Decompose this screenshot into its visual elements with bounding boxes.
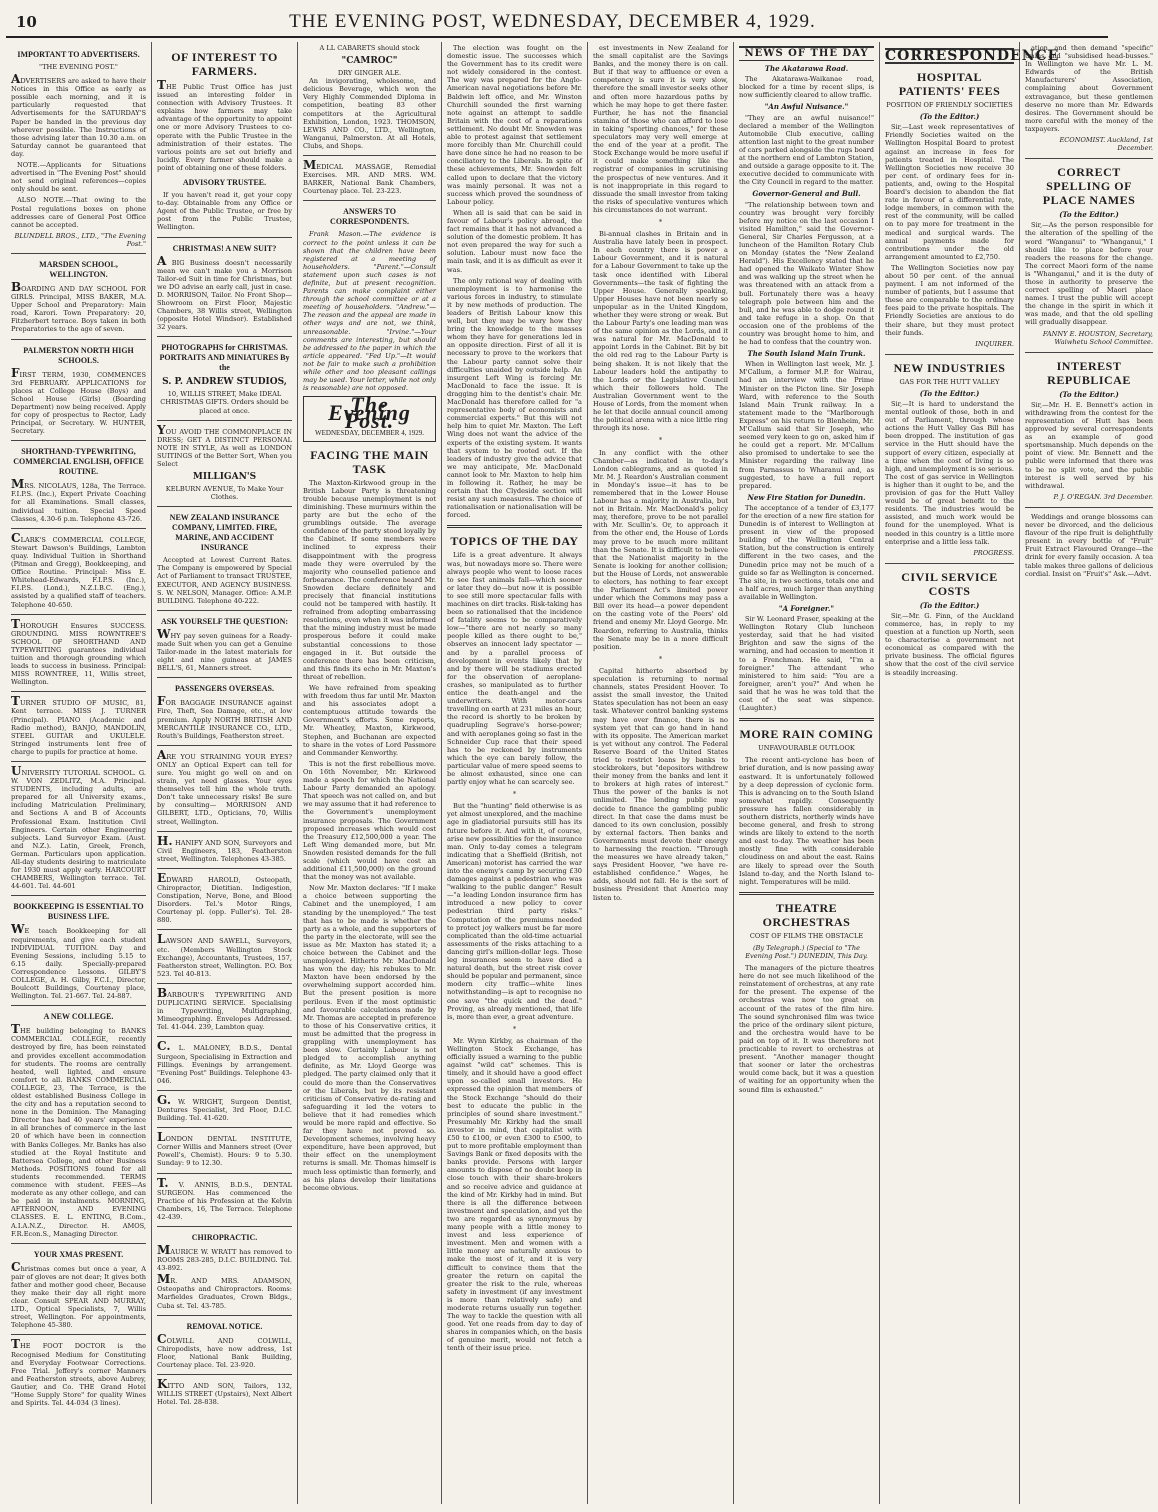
page-number: 10 [16,13,37,31]
progress-signature: PROGRESS. [973,548,1014,557]
new-industries-subheading: GAS FOR THE HUTT VALLEY [899,377,1000,386]
place-names-heading: CORRECT SPELLING OF PLACE NAMES [1042,165,1136,208]
shorthand-heading: SHORTHAND-TYPEWRITING, COMMERCIAL ENGLISH, OFFICE ROUTINE. [13,447,144,477]
massage-ad: MEDICAL MASSAGE, Remedial Exercises. MR. AND MRS. WM. BARKER, National Bank Chambers, Courtenay place. Tel. 23-223. [303,158,436,196]
rain-heading: MORE RAIN COMING [739,727,874,742]
milligan-address: KELBURN AVENUE, To Make Your Clothes. [165,485,284,502]
answers-body: Frank Mason.—The evidence is correct to the point unless it can be shown that the children have been registered at a meeting of householders. "Parent."—Consult statement upon such cases is not definite, but at present recognition. Parents can make complaint either through the school committee or at a meeting of householders. "Andrew."—The reason and the appeal are made in other ways and are not, we think, unreasonable. "Irvine."—Your comments are interesting, but should be addressed to the paper in which the article appeared. "Fed Up."—It would not be fair to make such a prohibition while other and too pleasant callings may be used. Your letter, while not only is reasonable) are not opposed. [303,230,436,393]
camroc-body: An invigorating, wholesome, and delicious Beverage, which won the Very Highly Commended Diploma in competition, beating 83 other competitors at the Agricultural Exhibition, London, 1923. THOMSON, LEWIS AND CO., LTD., Wellington, Wanganui, Palmerston. At all Hotels, Clubs, and Shops. [303,77,436,150]
topics-p6: In any conflict with the other Chamber—as indicated in to-day's London cablegrams, and as quoted in Mr. M. J. Reardon's Australian comment in Monday's issue—it has to be remembered that in the Lower House Labour has a majority in Australia, but not in Britain. Mr. MacDonald's policy may, therefore, prove to be not parallel with Mr. Scullin's. Or, to approach it from the other end, the House of Lords may prove to be much more militant than the Senate. It is difficult to believe that the Nationalist majority in the Senate is looking for another collision; but the House of Lords, not answerable to electors, has nothing to fear except the Parliament Act's limited power under which the Commons may pass a Bill over its head—a power dependent on the casting vote of the Peers' old friend and enemy Mr. Lloyd George. Mr. Reardon, referring to Australia, thinks the Senate may be in a more difficult position. [593,448,728,651]
advisory-trustee-body: If you haven't read it, get your copy to-day. Obtainable from any Office or Agent of the Public Trustee, or free by post from the Public Trustee, Wellington. [157,191,292,232]
news-3-body: "The relationship between town and country was brought very forcibly before my notice on the last occasion I visited Hamilton," said the Governor-General, Sir Charles Fergusson, at a luncheon of the Hamilton Rotary Club on Monday (states the "New Zealand Herald"). His Excellency stated that he had opened the Waikato Winter Show and was walking up the street when he was threatened with an attack from a bull. Fortunately there was a heavy telegraph pole between him and the bull, and he was able to dodge round it and take refuge in a shop. On that occasion one of the problems of the country was brought home to him, and he had to confess that the country won. [739,200,874,347]
turner-studio-ad: TURNER STUDIO OF MUSIC, 81, Kent terrace. MISS J. TURNER (Principal). PIANO (Academic and Radio method), BANJO, MANDOLIN, STEEL GUITAR and UKULELE. Stringed instruments lent free of charge to pupils for practice at home. [11,694,146,756]
new-industries-body: Sir,—It is hard to understand the mental outlook of those, both in and out of Parliament, through whose actions the Hutt Valley Gas Bill has been dropped. The institution of gas service in the Hutt should have the support of every citizen, especially at a time when the cost of living is so high, and unemployment is so serious. The cost of gas service in Wellington is higher than it ought to be, and the provision of gas for the Hutt Valley would be of great benefit to the residents. The industries would be assisted, and much work would be found for the unemployed. What is needed in this country is a little more enterprise and a little less talk. [885,400,1014,546]
camroc-sub: DRY GINGER ALE. [337,69,402,78]
question-body: WHY pay seven guineas for a Ready-made Suit when you can get a Genuine Tailor-made in the latest materials for eight and nine guineas at JAMES BELL'S, 61, Manners street. [157,626,292,673]
lead-article-p6: When all is said that can be said in favour of Labour's policy abroad, the fact remains that it has not advanced a solution of the domestic problem. It has not even prepared the way for such a solution. Labour must now face the main task, and it is as difficult as ever it was. [447,208,582,274]
topics-heading: TOPICS OF THE DAY [450,534,579,549]
hospital-fees-subheading: POSITION OF FRIENDLY SOCIETIES [886,101,1013,110]
barbour-ad: BARBOUR'S TYPEWRITING AND DUPLICATING SERVICE. Specialising in Typewriting, Multigraphing, Mimeographing. Envelopes Addressed. Tel. 41-044. 239, Lambton quay. [157,985,292,1032]
andrew-studios-name: S. P. ANDREW STUDIOS, [162,377,287,388]
lead-article-p3: This is not the first rebellious move. On 16th November, Mr. Kirkwood made a speech for which the National Labour Party demanded an apology. That speech was not called on, and but we may assume that it had reference to the Government's unemployment insurance proposals. The Government proposed increases which would cost the Treasury £12,500,000 a year. The Left Wing demanded more, but Mr. Snowden resisted demands for the full scale (which would have cost an additional £11,500,000) on the ground that the money was not available. [303,759,436,882]
civil-service-body: Sir,—Mr. G. Finn, of the Auckland commerce, has, in reply to my question at a function up North, seen to characterise a government not economical as compared with the private business. The official figures show that the cost of the civil service is steadily increasing. [885,611,1014,677]
advisory-trustee-heading: ADVISORY TRUSTEE. [182,178,267,188]
lawson-ad: LAWSON AND SAWELL, Surveyors, etc. (Members Wellington Stock Exchange), Accountants, Trustees, 157, Featherston street, Wellington. P.O. Box 523. Tel 40-813. [157,932,292,978]
column-8 [1020,42,1158,1504]
christmas-suit-body: A BIG Business doesn't necessarily mean we can't make you a Morrison Tailor-ed Suit in time for Christmas, but we DO advise an early call, just in case. D. MORRISON, Tailor. No Front Shop—Showroom on First Floor, Majestic Chambers, 38 Willis street, Wellington (opposite Hotel Windsor). Established 32 years. [157,253,292,332]
to-editor-4: (To the Editor.) [1059,210,1119,220]
bookkeeping-body: WE teach Bookkeeping for all requirements, and give each student INDIVIDUAL TUITION. Day and Evening Sessions, including 5.15 to 6.15 daily. Specially-prepared Correspondence Lessons. GILBY'S COLLEGE, A. H. Gilby, F.C.I., Director, Boulcott Buildings, Courtenay place, Wellington. Tel. 21-667. Tel. 24-887. [11,922,146,1001]
to-editor-1: (To the Editor.) [919,112,980,122]
correspondence-heading: CORRESPONDENCE [885,48,1060,64]
lead-article-heading: FACING THE MAIN TASK [310,447,429,476]
paper-nameplate [303,392,436,441]
milligan-name: MILLIGAN'S [192,472,257,483]
lead-article-p7: The only rational way of dealing with unemployment is to harmonise the various forces in industry, to stimulate it by new methods of production. The leaders of British Labour know this well, but they may be wary how they bring the knowledge to the masses whom they have for generations led in an opposite direction. First of all it is necessary to prove to the workers that the Labour party cannot solve their difficulties unaided by outside help. An insurgent Left Wing is forcing Mr. MacDonald to face the issue. It is dragging him to the dentist's chair. Mr. MacDonald has therefore called for "a representative body of economists and commercial experts." But this will not help him to quiet Mr. Maxton. The Left Wing does not want the advice of the experts of the existing system. It wants that system to be rooted out. If the leaders of industry give the advice that we may anticipate, Mr. MacDonald cannot look to Mr. Maxton to help him in following it. Rather, he may be certain that the Clydeside section will resist any such measures. The choice of rationalisation or nationalisation will be forced. [447,276,582,520]
hospital-fees-body-2: The Wellington Societies now pay about 50 per cent. of the annual payment. I am not informed of the number of patients, but I assume that these are comparable to the ordinary fees paid to the private hospitals. The Friendly Societies are anxious to do their share, but they must protect their funds. [885,263,1014,337]
removal-body: COLWILL AND COLWILL, Chiropodists, have now address, 1st Floor, National Bank Building, Courtenay place. Tel. 23-920. [157,1331,292,1369]
news-6-heading: "A Foreigner." [778,604,835,613]
camroc-name: "CAMROC" [341,56,398,67]
christmas-suit-heading: CHRISTMAS! A NEW SUIT? [172,243,277,253]
news-1-heading: The Akatarawa Road. [764,64,849,74]
to-editor-2: (To the Editor.) [919,388,980,398]
theatre-telegraph: (By Telegraph.) (Special to "The Evening Post.") DUNEDIN, This Day. [745,943,868,960]
milligan-body: YOU AVOID THE COMMONPLACE IN DRESS; GET A DISTINCT PERSONAL NOTE IN STYLE, As well as LONDON SUITINGS of the Better Sort, When you Select [157,422,292,468]
advertisers-signed: BLUNDELL BROS., LTD., "The Evening Post." [14,231,146,248]
topics-p4: est investments in New Zealand for the small capitalist are the Savings Banks, and the money there is on call. But if that way to affluence or even a competency is sure it is very slow, therefore the small investor seeks other and often more hazardous paths by which he may hope to get there faster. Further, he has not the financial stamina of those who can afford to lose in taking "sporting chances," for these speculators may very well emerge at the end of the year at a profit. The Stock Exchange would be more useful if it could make something like the registrar of companies in scrutinising the prospectus of new ventures. And it is not inappropriate in this regard to dissuade the small investor from taking the risks of speculative ventures which his circumstances do not warrant. [593,44,728,214]
civil-service-heading: CIVIL SERVICE COSTS [901,569,998,598]
eyes-ad: ARE YOU STRAINING YOUR EYES? ONLY an Optical Expert can tell for sure. You might go well on and on strain, yet need glasses. Your eyes themselves tell him the whole truth. Don't take unnecessary risks! Be sure by consulting— MORRISON AND GILBERT, LTD., Opticians, 70, Willis street, Wellington. [157,747,292,826]
bookkeeping-heading: BOOKKEEPING IS ESSENTIAL TO BUSINESS LIFE. [13,902,144,922]
farmers-body: THE Public Trust Office has just issued an interesting folder in connection with Advisory Trustees. It explains how farmers may take advantage of the opportunity to appoint one or more Advisory Trustees to co-operate with the Public Trustee in the administration of their estates. The various points are set out briefly and lucidly. Every farmer should make a point of obtaining one of these folders. [157,78,292,172]
column-5: est investments in New Zealand for the small capitalist are the Savings Banks, and the money there is on call. But if that way to affluence or even a competency is sure it is very slow, therefore the small investor seeks other and often more hazardous paths by which he may hope to get there faster. Further, he has not the financial stamina of those who can afford to lose in taking "sporting chances," for these speculators may very well emerge at the end of the year at a profit. The Stock Exchange would be more useful if it could make something like the registrar of companies in scrutinising the prospectus of new ventures. And it is not inappropriate in this regard to dissuade the small investor from taking the risks of speculative ventures which his circumstances do not warrant. * Bi-annual clashes in Britain and in Australia have lately been in prospect. In each country there is power a Labour Government, and it is natural for a Labour Government to take up the task once identified with Liberal Governments—the task of fighting the Upper House. Generally speaking, Upper Houses have not been nearly so unpopular as in the United Kingdom, whether they were strong or weak. But the Labour Party's one leading man was of the same opinion as the Lords, and it was natural for Mr. MacDonald to appoint Lords in the Cabinet. Bit by bit the old red rag to the Labour Party is being shaken. It is not likely that the Labour leaders hold the antipathy to the Lords or the Legislative Council which their followers hold. The Australian Government went to the House of Lords, from the moment when he let that docile annual council among the political arena with a nice little ring through its nose. * In any conflict with the other Chamber—as indicated in to-day's London cablegrams, and as quoted in Mr. M. J. Reardon's Australian comment in Monday's issue—it has to be remembered that in the Lower House Labour has a majority in Australia, but not in Britain. Mr. MacDonald's policy may, therefore, prove to be not parallel with Mr. Scullin's. Or, to approach it from the other end, the House of Lords may prove to be much more militant than the Senate. It is difficult to believe that the Nationalist majority in the Senate is looking for another collision; but the House of Lords, not answerable to electors, has nothing to fear except the Parliament Act's limited power under which the Commons may pass a Bill over its head—a power dependent on the casting vote of the Peers' old friend and enemy Mr. Lloyd George. Mr. Reardon, referring to Australia, thinks the Senate may be in a more difficult position. * Capital hitherto absorbed by speculation is returning to normal channels, states President Hoover. To assist the small investor, the United States speculation has not been an easy task. Whatever control banking systems may have over finance, there is no system yet that can go hand in hand with its opposite. The American market is yet without any control. The Federal Reserve Board of the United States tried to restrict loans by banks to stockbrokers, but "depositors withdrew their money from the banks and lent it to brokers at high rates of interest." Thus the power of the banks is not unlimited. The lending public may decide to finance the gambling public direct. In that case the dams must be danced to its own conclusion, possibly by external factors. Then banks and Governments must devote their energy to harnessing the reaction. "Through the measures we have already taken," says President Hoover, "we have re-established confidence." Wages, he adds, should not fall. He is the sort of business President that America may listen to. [588,42,734,1504]
topics-p5: Bi-annual clashes in Britain and in Australia have lately been in prospect. In each country there is power a Labour Government, and it is natural for a Labour Government to take up the task once identified with Liberal Governments—the task of fighting the Upper House. Generally speaking, Upper Houses have not been nearly so unpopular as in the United Kingdom, whether they were strong or weak. But the Labour Party's one leading man was of the same opinion as the Lords, and it was natural for Mr. MacDonald to appoint Lords in the Cabinet. Bit by bit the old red rag to the Labour Party is being shaken. It is not likely that the Labour leaders hold the antipathy to the Lords or the Legislative Council which their followers hold. The Australian Government went to the House of Lords, from the moment when he let that docile annual council among the political arena with a nice little ring through its nose. [593,230,728,433]
news-2-heading: "An Awful Nuisance." [764,102,849,112]
rowntree-school-ad: THOROUGH Ensures SUCCESS. GROUNDING. MISS ROWNTREE'S SCHOOL OF SHORTHAND AND TYPEWRITING guarantees individual tuition and thorough grounding which leads to success in business. Principal: MISS ROWNTREE, 11, Willis street, Wellington. [11,616,146,687]
column-6 [734,42,880,1504]
place-names-body: Sir,—As the person responsible for the alteration of the spelling of the word "Wanganui" to "Whanganui," I should like to place before your readers the reasons for the change. The correct Maori form of the name is "Whanganui," and it is the duty of those in authority to preserve the correct spelling of Maori place names. I trust the public will accept the change in the spirit in which it was made, and that the old spelling will gradually disappear. [1025,221,1153,327]
news-1-body: The Akatarawa-Waikanae road, blocked for a time by recent slips, is now sufficiently cleared to allow traffic. [739,75,874,100]
newspaper-columns [6,42,1153,1504]
theatre-subheading: COST OF FILMS THE OBSTACLE [749,931,864,940]
clarks-college-ad: CLARK'S COMMERCIAL COLLEGE, Stewart Dawson's Buildings, Lambton quay. Individual Tuition in Shorthand (Pitman and Gregg), Bookkeeping, and Office Routine. Principal: Miss E. Whitehead-Edwards, F.I.P.S. (Inc.), F.I.P.S. (Lond.), N.Z.I.B.C. (Eng.), assisted by a qualified staff of teachers. Telephone 40-650. [11,530,146,609]
topics-p1: Life is a great adventure. It always was, but nowadays more so. There were always people who went to loose races to see fast animals fall—which sooner or later they do—but now it is possible to see still more spectacular falls with machines on dirt tracks. Risk-taking has been so rationalised that the incidence of fatality seems to be comparatively low—"there are not nearly so many people killed as there ought to be," observes an innocent lady spectator —and by a parallel process of development in events likely that by and by there will be stadiums erected for the observation of aeroplane-crashes, so manipulated as to further entice the death-angel and the underwriters. With motor-cars travelling on earth at 231 miles an hour, the record is shortly to be broken by quadrupling Segrave's horse-power; and with aeroplanes going so fast in the Schneider Cup race that their speed has to be reckoned by instruments which the eye can barely follow, the particular value of mere speed seems to be almost exhausted, since one can partly enjoy what he can scarcely see. [447,551,583,787]
removal-heading: REMOVAL NOTICE. [186,1321,263,1331]
xmas-present-body: Christmas comes but once a year, A pair of gloves are not dear; It gives both father and mother good cheer, Because they make their day all right more clear. Consult SPEAR AND MURRAY, LTD., Optical Specialists, 7, Willis street, Wellington. For appointments, Telephone 45-380. [11,1259,146,1330]
xmas-present-heading: YOUR XMAS PRESENT. [33,1249,124,1259]
newspaper-title: THE EVENING POST, WEDNESDAY, DECEMBER 4, 1929. [289,11,816,32]
marsden-school-body: BOARDING AND DAY SCHOOL FOR GIRLS. Principal, MISS BAKER, M.A. Upper School and Preparatory: Main road, Karori. Town Preparatory: 20, Fitzherbert terrace. Boys taken in both Preparatories to the age of seven. [11,279,146,334]
new-college-heading: A NEW COLLEGE. [43,1012,114,1022]
topics-p7: Capital hitherto absorbed by speculation is returning to normal channels, states President Hoover. To assist the small investor, the United States speculation has not been an easy task. Whatever control banking systems may have over finance, there is no system yet that can go hand in hand with its opposite. The American market is yet without any control. The Federal Reserve Board of the United States tried to restrict loans by banks to stockbrokers, but "depositors withdrew their money from the banks and lent it to brokers at high rates of interest." Thus the power of the banks is not unlimited. The lending public may decide to finance the gambling public direct. In that case the dams must be danced to its own conclusion, possibly by external factors. Then banks and Governments must devote their energy to harnessing the reaction. "Through the measures we have already taken," says President Hoover, "we have re-established confidence." Wages, he adds, should not fall. He is the sort of business President that America may listen to. [593,666,728,902]
inquirer-signature: INQUIRER. [975,339,1014,348]
shorthand-body: MRS. NICOLAUS, 128a, The Terrace. F.I.P.S. (Inc.), Expert Private Coaching for all Examinations. Small classes, individual tuition. Special Speed Classes, 4.30-6 p.m. Telephone 43-726. [11,477,146,523]
passengers-heading: PASSENGERS OVERSEAS. [175,684,274,694]
paper-date: WEDNESDAY, DECEMBER 4, 1929. [315,428,424,437]
news-5-heading: New Fire Station for Dunedin. [747,492,866,502]
economist-signature: ECONOMIST. Auckland, 1st December. [1059,136,1153,153]
lead-article-p5: The election was fought on the domestic issue. The successes which the Government has to its credit were not widely considered in the contest. The way was prepared for the Anglo-American naval negotiations before Mr. Baldwin left office, and Mr. Winston Churchill sounded the first warning note against an attempt to saddle Britain with the cost of a reparations settlement. No doubt Mr. Snowden was able to protest against that settlement more forcibly than Mr. Churchill could have done since he had no reason to be conciliatory to the Liberals. In spite of these achievements, Mr. Snowden felt called upon to declare that the victory was mainly personal. It was not a success which proved the soundness of Labour policy. [447,44,582,206]
hospital-fees-heading: HOSPITAL PATIENTS' FEES [898,70,1001,99]
paper-name: The Evening Post. [328,392,411,434]
farmers-heading: OF INTEREST TO FARMERS. [171,50,278,78]
rain-subheading: UNFAVOURABLE OUTLOOK [758,744,855,753]
nz-insurance-body: Accepted at Lowest Current Rates. The Company is empowered by Special Act of Parliament to transact TRUSTEE, EXECUTOR, AND AGENCY BUSINESS. S. W. NELSON, Manager. Office: A.M.P. BUILDING. Telephone 40-222. [157,556,292,605]
dental-institute-ad: LONDON DENTAL INSTITUTE, Corner Willis and Manners street (Over Powell's, Chemist). Hours: 9 to 5.30. Sunday: 9 to 12.30. [157,1130,292,1168]
palmerston-school-body: FIRST TERM, 1930, COMMENCES 3rd FEBRUARY. APPLICATIONS for places at College House (Boys) and School House (Girls) (Boarding Department) now being received. Apply for copy of prospectus to Rector, Lady Principal, or Secretary. W. HUNTER, Secretary. [11,365,146,436]
maloney-ad: C. L. MALONEY, B.D.S., Dental Surgeon, Specialising in Extraction and Fillings. Evenings by arrangement. "Evening Post" Buildings. Telephone 43-046. [157,1039,292,1085]
chiropractic-heading: CHIROPRACTIC. [191,1233,258,1242]
advertisers-note-2: ALSO NOTE.—That owing to the Postal regulations boxes on phone addresses care of General Post Office cannot be accepted. [11,196,146,229]
column-2 [152,42,298,1504]
andrew-studios-body: 10, WILLIS STREET, Make IDEAL CHRISTMAS GIFTS. Orders should be placed at once. [160,390,289,415]
new-industries-heading: NEW INDUSTRIES [893,360,1006,375]
column-4: The election was fought on the domestic issue. The successes which the Government has to its credit were not widely considered in the contest. The way was prepared for the Anglo-American naval negotiations before Mr. Baldwin left office, and Mr. Winston Churchill sounded the first warning note against an attempt to saddle Britain with the cost of a reparations settlement. No doubt Mr. Snowden was able to protest against that settlement more forcibly than Mr. Churchill could have done since he had no reason to be conciliatory to the Liberals. In spite of these achievements, Mr. Snowden felt called upon to declare that the victory was mainly personal. It was not a success which proved the soundness of Labour policy. When all is said that can be said in favour of Labour's policy abroad, the fact remains that it has not advanced a solution of the domestic problem. It has not even prepared the way for such a solution. Labour must now face the main task, and it is as difficult as ever it was. The only rational way of dealing with unemployment is to harmonise the various forces in industry, to stimulate it by new methods of production. The leaders of British Labour know this well, but they may be wary how they bring the knowledge to the masses whom they have for generations led in an opposite direction. First of all it is necessary to prove to the workers that the Labour party cannot solve their difficulties unaided by outside help. An insurgent Left Wing is forcing Mr. MacDonald to face the issue. It is dragging him to the dentist's chair. Mr. MacDonald has therefore called for "a representative body of economists and commercial experts." But this will not help him to quiet Mr. Maxton. The Left Wing does not want the advice of the experts of the existing system. It wants that system to be rooted out. If the leaders of industry give the advice that we may anticipate, Mr. MacDonald cannot look to Mr. Maxton to help him in following it. Rather, he may be certain that the Clydeside section will resist any such measures. The choice of rationalisation or nationalisation will be forced. TOPICS OF THE DAY Life is a great adventure. It always was, but nowadays more so. There were always people who went to loose races to see fast animals fall—which sooner or later they do—but now it is possible to see still more spectacular falls with machines on dirt tracks. Risk-taking has been so rationalised that the incidence of fatality seems to be comparatively low—"there are not nearly so many people killed as there ought to be," observes an innocent lady spectator —and by a parallel process of development in events likely that by and by there will be stadiums erected for the observation of aeroplane-crashes, so manipulated as to further entice the death-angel and the underwriters. With motor-cars travelling on earth at 231 miles an hour, the record is shortly to be broken by quadrupling Segrave's horse-power; and with aeroplanes going so fast in the Schneider Cup race that their speed has to be reckoned by instruments which the eye can barely follow, the particular value of mere speed seems to be almost exhausted, since one can partly enjoy what he can scarcely see. * But the "hunting" field otherwise is as yet almost unexplored, and the machine age in gladiatorial pursuits still has its future before it. And with it, of course, arise new possibilities for the insurance man. Only to-day comes a telegram indicating that a Sheffield (British, not American) motorist has carried the war into the enemy's camp by securing £30 damages against a pedestrian who was "walking to the public danger." Result—"a leading London insurance firm has introduced a new policy to cover pedestrian third party risks." Computation of the premiums needed to protect joy walkers must be far more complicated than the old-time actuarial assessments of the risks attaching to a dancing girl's million-dollar legs. Those leg insurances seem to have died a natural death, but the street risk cover should be popular and permanent, since modern city traffic—white lines notwithstanding—is apt to recognise no one save "the quick and the dead." Proving, as already mentioned, that life is, more than ever, a great adventure. * Mr. Wynn Kirkby, as chairman of the Wellington Stock Exchange, has officially issued a warning to the public against "wild cat" schemes. This is timely, and it should have a good effect upon so-called small investors. He expressed the opinion that members of the Stock Exchange "should do their best to educate the public in the principles of sound share investment." Presumably Mr. Kirkby had the small investor in mind, that capitalist with £50 to £100, or even £300 to £500, to put to more profitable employment than Savings Bank or fixed deposits with the banks provide. Persons with larger amounts to dispose of no doubt keep in close touch with their share-brokers and so receive advice and guidance at the kind of Mr. Kirkby had in mind. But there is all the difference between investment and speculation, and yet the two are regarded as synonymous by many people with a little money to invest and less experience of investment. Men and women with a little money are naturally anxious to make the most of it, and it is very difficult to convince them that the greater the return on capital the greater the risk to the rule, whereas safety in investment (if any investment is more than relatively safe) and moderate returns usually run together. The way to tackle the question with all good. Yet one reads from day to day of shares in companies which, on the basis of genuine merit, would not fetch a tenth of their issue price. [442,42,588,1504]
news-3-heading: Governor-General and Bull. [752,189,861,199]
harold-ad: EDWARD HAROLD, Osteopath, Chiropractor, Dietitian. Indigestion, Constipation, Nerve, Bone, and Blood Disorders. Tel.'s Motor Rings, Courtenay pl. (opp. Fuller's). Tel. 28-880. [157,870,292,925]
houston-signature: FANNY E. HOUSTON, Secretary, Waiwhetu School Committee. [1042,329,1153,346]
lead-article-p2: We have refrained from speaking with freedom thus far until Mr. Maxton and his associates adopt a contemptuous attitude towards the Government's efforts. Some reports, Mr. Wheatley, Maxton, Kirkwood, Stephen, and Buchanan are expected to share in the votes of Lord Passmore and Commander Kenworthy. [303,684,436,757]
column-1 [6,42,152,1504]
oregan-signature: P. J. O'REGAN. 3rd December. [1053,492,1153,501]
news-of-day-heading: NEWS OF THE DAY [739,46,874,61]
new-college-body: THE building belonging to BANKS COMMERCIAL COLLEGE, recently destroyed by fire, has been reinstated and provides excellent accommodation for students. The rooms are centrally heated, well lighted, and ensure comfort to all. BANKS COMMERCIAL COLLEGE, 23, The Terrace, is the oldest established Business College in the city and has a reputation second to none in the Dominion. The Managing Director has had 40 years' experience in all branches of commerce in the last 20 of which have been in connection with Banks Colleges. Mr. Banks has also studied at the Royal Institute and Battersea College, and other Business Methods. POSITIONS found for all students recommended. TERMS commence with student. FEES—As moderate as any other college, and can be paid in instalments. MORNING, AFTERNOON, AND EVENING CLASSES. E. L. ENTING, B.Com., A.I.A.N.Z., Director. H. AMOS, F.R.Econ.S., Managing Director. [11,1022,146,1238]
republicae-body: Sir,—Mr. H. E. Bennett's action in withdrawing from the contest for the representation of Hutt has been approved by several correspondents as an example of good sportsmanship. Much depends on the point of view. Mr. Bennett and the public were informed that there was to be no split vote, and the public interest is well served by his withdrawal. [1025,400,1153,490]
nz-insurance-heading: NEW ZEALAND INSURANCE COMPANY, LIMITED. FIRE, MARINE, AND ACCIDENT INSURANCE [169,513,280,553]
annis-ad: T. V. ANNIS, B.D.S., DENTAL SURGEON. Has commenced the Practice of his Profession at the Kelvin Chambers, 16, The Terrace. Telephone 42-439. [157,1175,292,1221]
tutorial-school-ad: UNIVERSITY TUTORIAL SCHOOL. G. W. VON ZEDLITZ, M.A. Principal. STUDENTS, including adults, are prepared for all University exams., including Matriculation Preliminary, and Sections A and B of Accounts Professional Exam. Institution Civil Engineers. Certain other Engineering subjects. Land Surveyor Exam. (Aust. and N.Z.). Latin, Greek, French, German. Particulars upon application. All-day students desiring to matriculate for 1930 must apply early. HARCOURT CHAMBERS, Wellington terrace. Tel. 44-601. Tel. 44-601 [11,764,146,891]
chiropractic-body: MAURICE W. WRATT has removed to ROOMS 283-285, D.I.C. BUILDING. Tel. 43-892. [157,1243,292,1273]
news-6-body: Sir W. Leonard Fraser, speaking at the Wellington Rotary Club luncheon yesterday, said that he had visited Brighton and saw the signs of the warning, and had occasion to mention it to a Frenchman. He said, "I'm a foreigner." The attendant who ministered to him said: "You are a foreigner, aren't you?" And when he said that he was he was told that the cost of the seat was sixpence. (Laughter.) [739,615,874,713]
advertisers-notice-body: ADVERTISERS are asked to have their Notices in this Office as early as possible each morning, and it is particularly requested that Advertisements for the SATURDAY'S Paper be handed in the previous day wherever possible. The Instructions of those advising later than 10.30 a.m. on Saturday cannot be guaranteed that day. [11,72,146,158]
column-7 [880,42,1060,1504]
news-4-heading: The South Island Main Trunk. [747,349,866,359]
news-2-body: "They are an awful nuisance!" declared a member of the Wellington Automobile Club executive, calling attention last night to the great number of cars parked alongside the rugs board at the northern end of Lambton Station, and outside a garage opposite to it. The executive decided to communicate with the City Council in regard to the matter. [739,113,874,187]
marsden-school-heading: MARSDEN SCHOOL, WELLINGTON. [39,259,118,279]
news-4-body: When in Wellington last week, Mr. J. M'Callum, a former M.P. for Wairau, had an interview with the Prime Minister on the Picton line. Sir Joseph Ward, with reference to the South Island Main Trunk railway. In a statement made to the "Marlborough Express" on his return to Blenheim, Mr. M'Callum said that Sir Joseph, who seemed very keen to go on, asked him if he could get a report. Mr. M'Callum also promised to undertake to see the Minister regarding the railway line from Parnassus to Wharanui and, as suggested, to have a full report prepared. [739,360,874,490]
republicae-heading: INTEREST REPUBLICAE [1047,358,1131,387]
civil-service-continued: ation, and then demand "specific" trains and "subsidised head-busses." In Wellington we have Mr. L. M. Edwards of the British Manufacturers' Association, complaining about Government extravagance, but these gentlemen deserve no more than Mr. Edwards desires. The Government should be more careful with the money of the taxpayers. [1025,44,1153,133]
adamson-ad: MR. AND MRS. ADAMSON, Osteopaths and Chiropractors. Rooms: Marfieldes Graduates, Crown Bldgs., Cuba st. Tel. 43-785. [157,1272,292,1310]
column-3 [298,42,442,1504]
photographs-heading: PHOTOGRAPHS for CHRISTMAS. PORTRAITS AND MINIATURES By the [159,343,290,373]
topics-p3: Mr. Wynn Kirkby, as chairman of the Wellington Stock Exchange, has officially issued a warning to the public against "wild cat" schemes. This is timely, and it should have a good effect upon so-called small investors. He expressed the opinion that members of the Stock Exchange "should do their best to educate the public in the principles of sound share investment." Presumably Mr. Kirkby had the small investor in mind, that capitalist with £50 to £100, or even £300 to £500, to put to more profitable employment than Savings Bank or fixed deposits with the banks provide. Persons with larger amounts to dispose of no doubt keep in close touch with their share-brokers and so receive advice and guidance at the kind of Mr. Kirkby had in mind. But there is all the difference between investment and speculation, and yet the two are regarded as synonymous by many people with a little money to invest and less experience of investment. Men and women with a little money are naturally anxious to make the most of it, and it is very difficult to convince them that the greater the return on capital the greater the risk to the rule, whereas safety in investment (if any investment is more than relatively safe) and moderate returns usually run together. The way to tackle the question with all good. Yet one reads from day to day of shares in companies which, on the basis of genuine merit, would not fetch a tenth of their issue price. [447,1036,582,1353]
theatre-body: The managers of the picture theatres here do not see much likelihood of the reinstatement of orchestras, at any rate for the present. The expense of the orchestras was now too great on account of the rates of the film hire. The sound synchronised film was twice the price of the ordinary silent picture, and the orchestra would have to be paid on top of it. It was therefore not practicable to revert to orchestras at present. "Another manager thought that sooner or later the orchestras would come back, but it was a question of waiting for an opportunity when the sound film is exhausted." [739,964,874,1094]
advertisers-notice-sub: "THE EVENING POST." [39,63,118,71]
news-5-body: The acceptance of a tender of £3,177 for the erection of a new fire station for Dunedin is of interest to Wellington at present in view of the proposed building of the Wellington Central Station, but the construction is entirely different in the two cases, and the Dunedin price may not be much of a guide so far as Wellington is concerned. The site, in two sections, totals one and a half acres, much larger than anything available in Wellington. [739,503,874,601]
lead-article-p1: The Maxton-Kirkwood group in the British Labour Party is threatening trouble because unemployment is not diminishing. These murmurs within the party are but the echo of the grumblings outside. The average confidence of the party stood loyally by the Cabinet. If some members were inclined to express their disappointment with the progress made they were overruled by the majority who counselled patience and forbearance. The conference heard Mr. Snowden declare definitely and precisely that financial institutions could not be tampered with hastily. It refrained from adopting embarrassing resolutions, even when it was informed that the mining industry must be made prosperous before it could make substantial concessions to those engaged in it. But outside the conference there has been criticism, and this finds its echo in Mr. Maxton's threat of rebellion. [303,478,436,681]
masthead [6,8,1108,38]
hospital-fees-body: Sir,—Last week representatives of Friendly Societies waited on the Wellington Hospital Board to protest against an increase in fees for patients treated in Hospital. The Wellington Societies now receive 30 per cent. of ordinary fees for in-patients, and, owing to the Hospital Board's decision to abandon the flat rate in favour of a differential rate, lodge members, in common with the rest of the community, will be called on to pay more for treatment in the medical and surgical wards. The annual payments made for contributions under the old arrangement amounted to £2,750. [885,123,1014,261]
kitto-ad: KITTO AND SON, Tailors, 132, WILLIS STREET (Upstairs), Next Albert Hotel. Tel. 28-838. [157,1377,292,1407]
topics-p2: But the "hunting" field otherwise is as yet almost unexplored, and the machine age in gladiatorial pursuits still has its future before it. And with it, of course, arise new possibilities for the insurance man. Only to-day comes a telegram indicating that a Sheffield (British, not American) motorist has carried the war into the enemy's camp by securing £30 damages against a pedestrian who was "walking to the public danger." Result—"a leading London insurance firm has introduced a new policy to cover pedestrian third party risks." Computation of the premiums needed to protect joy walkers must be far more complicated than the old-time actuarial assessments of the risks attaching to a dancing girl's million-dollar legs. Those leg insurances seem to have died a natural death, but the street risk cover should be popular and permanent, since modern city traffic—white lines notwithstanding—is apt to recognise no one save "the quick and the dead." Proving, as already mentioned, that life is, more than ever, a great adventure. [447,802,582,1021]
passengers-body: FOR BAGGAGE INSURANCE against Fire, Theft, Sea Damage, etc., at low premium. Apply NORTH BRITISH AND MERCANTILE INSURANCE CO., LTD., Routh's Buildings, Featherston street. [157,694,292,740]
advertisers-note-1: NOTE.—Applicants for Situations advertised in "The Evening Post" should not send original references—copies only should be sent. [11,161,146,194]
wright-ad: G. W. WRIGHT, Surgeon Dentist, Dentures Specialist, 3rd Floor, D.I.C. Building. Tel. 41-620. [157,1092,292,1123]
to-editor-3: (To the Editor.) [919,600,980,610]
camroc-intro: A LL CABARETS should stock [319,44,420,52]
foot-doctor-ad: THE FOOT DOCTOR is the Recognised Medium for Constituting and Everyday Footwear Corrections. Free Trial. Jeffery's corner Manners and Featherston streets, above Aubrey, Gautier, and Co. THE Grand Hotel "Home Supply Store" for quality Wines and Spirits. Tel. 44-034 (3 lines). [11,1337,146,1408]
theatre-heading: THEATRE ORCHESTRAS [762,900,851,929]
to-editor-5: (To the Editor.) [1059,389,1119,399]
rain-body: The recent anti-cyclone has been of brief duration, and is now passing away eastward. It is unfortunately followed by a deep depression of cyclonic form. This is advancing on to the South Island somewhat rapidly. Consequently pressure has fallen considerably in southern districts, northerly winds have become general, and fresh to strong winds are likely to extend to the north and east to-day. The weather has been mostly fine with considerable cloudiness on and about the east. Rains are likely to spread over the South Island to-day, and the North Island to-night. Temperatures will be mild. [739,756,874,886]
answers-heading: ANSWERS TO CORRESPONDENTS. [330,207,409,227]
palmerston-school-heading: PALMERSTON NORTH HIGH SCHOOLS. [23,345,134,365]
lead-article-p4: Now Mr. Maxton declares: "If I make a choice between supporting the Cabinet and the unemployed, I am standing by the unemployed." The test that has to be made is whether the party as a whole, and the supporters of the party in the electorate, will see the issue as Mr. Maxton has stated it; a choice between the Cabinet and the unemployed. Hitherto Mr. MacDonald has won the day; his rebukes to Mr. Maxton have been endorsed by the overwhelming support accorded him. But the present position is more perilous. Even if the most optimistic and favourable calculations made by Mr. Thomas are accepted in preference to those of his Conservative critics, it must be admitted that the progress in grappling with unemployment has been slow. Certainly Labour is not pledged to accomplish anything definite, as Mr. Lloyd George was pledged. The party claimed only that it could do more than the Conservatives or the Liberals, but by its resistant criticism of Conservative de-rating and safeguarding it led the voters to believe that it had remedies which would be more rapid and effective. So far they have not proved so. Development schemes, involving heavy expenditure, have been approved, but their effect on the unemployment returns is small. Mr. Thomas himself is much less optimistic than formerly, and as his plans develop their limitations become obvious. [303,884,436,1192]
advertisers-notice-heading: IMPORTANT TO ADVERTISERS. [17,50,140,59]
hanify-ad: H. HANIFY AND SON, Surveyors and Civil Engineers, 183, Featherston street, Wellington. Telephones 43-385. [157,833,292,863]
weddings-ad: Weddings and orange blossoms can never be divorced, and the delicious flavour of the ripe fruit is delightfully present in every bottle of "Fruit" Fruit Extract Flavoured Orange—the drink for every family occasion. A tea table makes three gallons of delicious cordial. Insist on "Fruit's" Ask.—Advt. [1025,512,1153,578]
question-heading: ASK YOURSELF THE QUESTION: [160,616,289,626]
